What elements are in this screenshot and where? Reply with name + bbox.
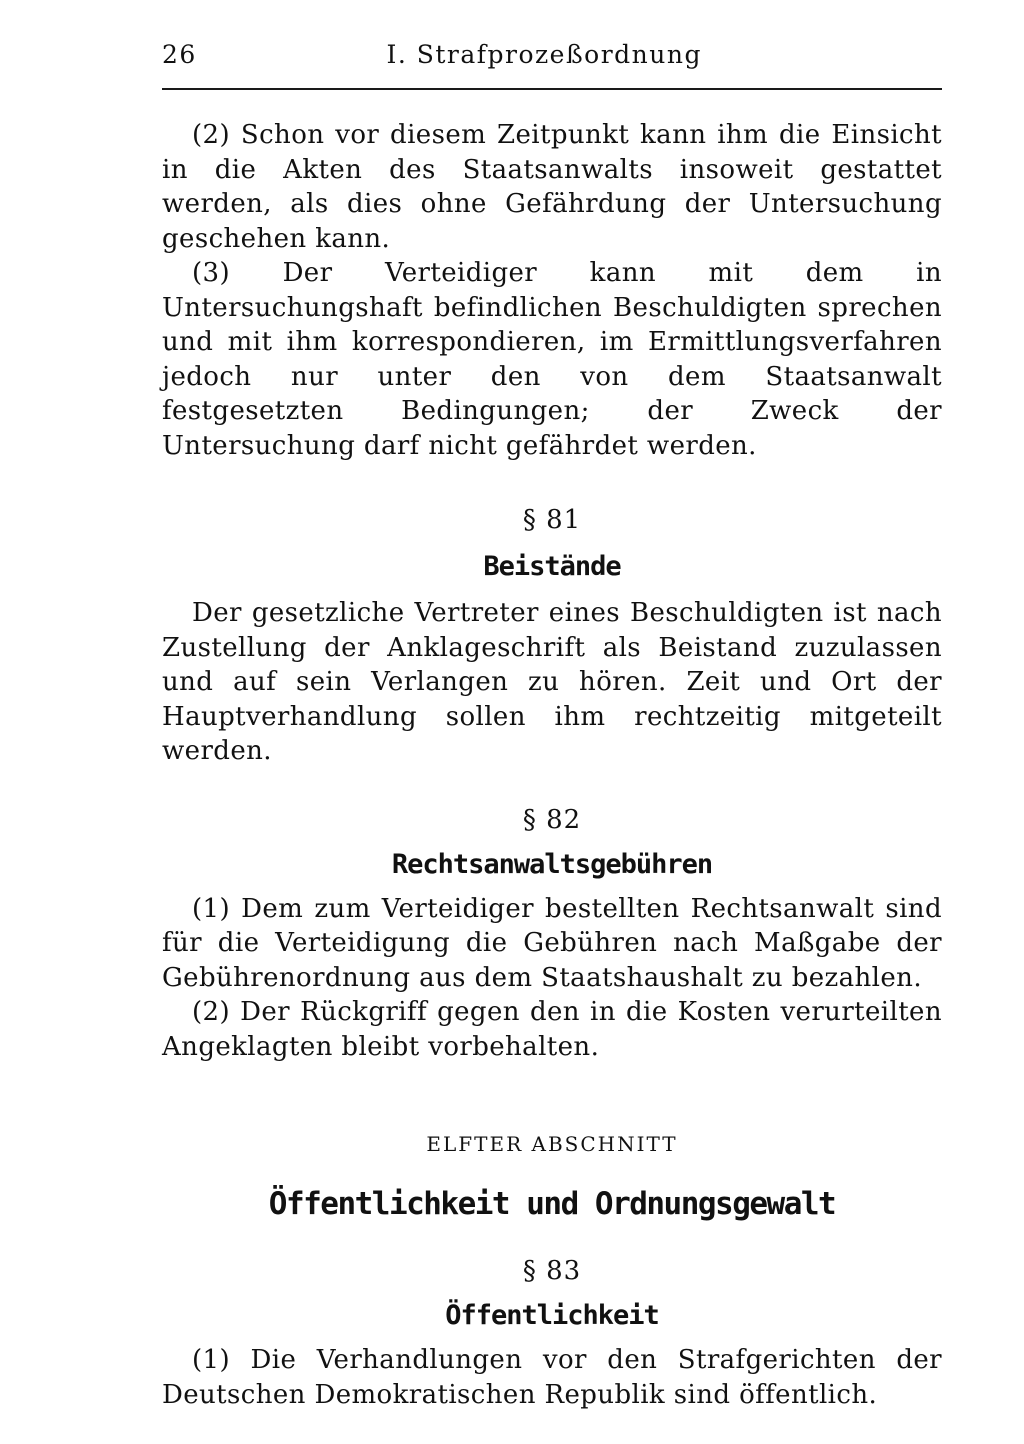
paragraph-80-3: (3) Der Verteidiger kann mit dem in Untersuchungshaft befindlichen Beschuldigten sprechen und mit ihm korrespondieren, im Ermittlungsverfahren jedoch nur unter den von dem Staatsanwalt festgesetzten Bedingungen; der Zweck der Untersuchung darf nicht gefährdet werden. [162,258,942,461]
running-title: I. Strafprozeßordnung [386,40,702,69]
running-head [162,40,942,80]
section-81-text: Der gesetzliche Vertreter eines Beschuldigten ist nach Zustellung der Anklageschrift als Beistand zuzulassen und auf sein Verlangen zu hören. Zeit und Ort der Hauptverhandlung sollen ihm rechtzeitig mitgeteilt werden. [162,598,942,766]
section-82-number: § 82 [522,804,582,835]
header-rule [162,88,942,90]
section-83-number: § 83 [522,1256,582,1286]
chapter-label: ELFTER ABSCHNITT [426,1132,678,1156]
section-83-paragraph-1: (1) Die Verhandlungen vor den Strafgerichten der Deutschen Demokratischen Republik sind öffentlich. [162,1345,942,1410]
paragraph-80-2: (2) Schon vor diesem Zeitpunkt kann ihm die Einsicht in die Akten des Staatsanwalts insoweit gestattet werden, als dies ohne Gefährdung der Untersuchung geschehen kann. [162,120,942,254]
section-83-title: Öffentlichkeit [445,1300,659,1331]
chapter-title: Öffentlichkeit und Ordnungsgewalt [268,1186,836,1222]
book-page [162,40,942,1412]
section-82-title: Rechtsanwaltsgebühren [391,848,713,880]
section-82-paragraph-2: (2) Der Rückgriff gegen den in die Kosten verurteilten Angeklagten bleibt vorbehalten. [162,997,942,1062]
section-82-paragraph-1: (1) Dem zum Verteidiger bestellten Rechtsanwalt sind für die Verteidigung die Gebühren nach Maßgabe der Gebührenordnung aus dem Staatshaushalt zu bezahlen. [162,893,942,993]
section-81-title: Beistände [483,551,621,582]
section-81-number: § 81 [522,505,582,535]
page-number: 26 [162,40,197,69]
